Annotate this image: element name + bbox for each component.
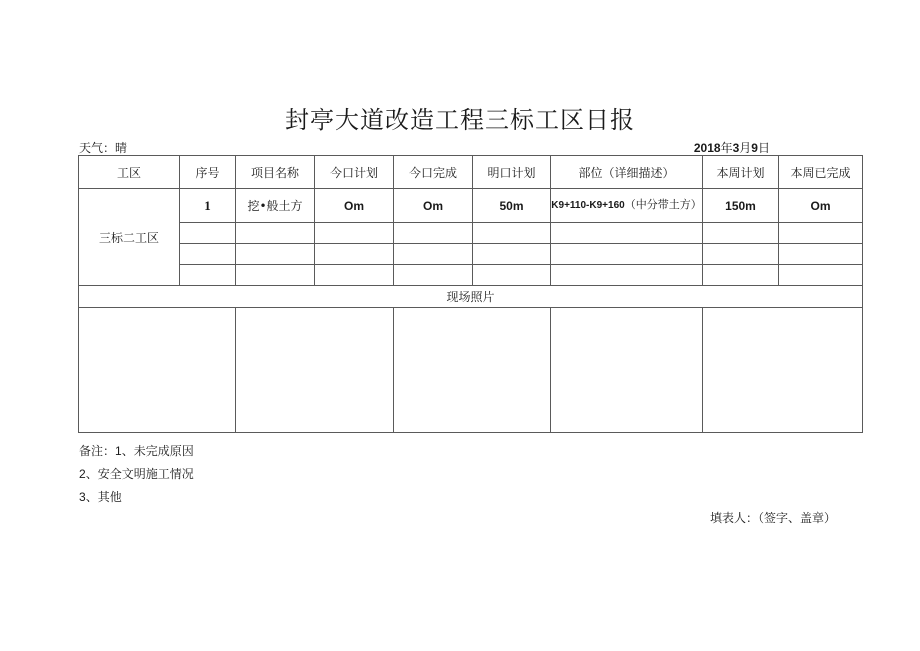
empty-cell — [703, 223, 779, 244]
empty-cell — [236, 244, 315, 265]
photo-slot[interactable] — [551, 308, 703, 433]
notes-section — [79, 440, 194, 509]
location-code: K9+110-K9+160 — [551, 200, 625, 211]
photo-slot[interactable] — [236, 308, 394, 433]
empty-cell — [473, 244, 551, 265]
empty-cell — [703, 244, 779, 265]
empty-cell — [180, 223, 236, 244]
note-text: 、未完成原因 — [121, 444, 194, 458]
empty-cell — [236, 223, 315, 244]
seq-cell: 1 — [180, 189, 236, 223]
empty-cell — [551, 223, 703, 244]
date-month: 3 — [732, 141, 740, 155]
empty-cell — [315, 244, 394, 265]
table-row — [79, 265, 863, 286]
note-prefix: 备注： — [79, 444, 116, 458]
signer-label: 填表人：（签字、盖章） — [709, 511, 836, 525]
note-line — [79, 486, 194, 509]
note-number: 1 — [115, 444, 122, 458]
note-number: 2 — [79, 467, 86, 481]
empty-cell — [315, 265, 394, 286]
photo-row — [79, 308, 863, 433]
date-day: 9 — [751, 141, 758, 155]
photo-slot[interactable] — [79, 308, 236, 433]
date-month-unit: 月 — [739, 141, 752, 155]
photo-section-label: 现场照片 — [79, 286, 863, 308]
empty-cell — [703, 265, 779, 286]
photo-slot[interactable] — [394, 308, 551, 433]
location-cell — [551, 189, 703, 223]
empty-cell — [473, 265, 551, 286]
location-text: （中分带土方） — [624, 198, 702, 211]
photo-slot[interactable] — [703, 308, 863, 433]
note-line — [79, 440, 194, 463]
today-plan-cell: Om — [315, 189, 394, 223]
empty-cell — [394, 265, 473, 286]
photo-section-header — [79, 286, 863, 308]
empty-cell — [779, 223, 863, 244]
table-row — [79, 189, 863, 223]
empty-cell — [551, 244, 703, 265]
date-day-unit: 日 — [757, 141, 770, 155]
note-text: 、安全文明施工情况 — [85, 467, 194, 481]
table-row — [79, 223, 863, 244]
week-plan-cell: 150m — [703, 189, 779, 223]
empty-cell — [779, 244, 863, 265]
week-done-cell: Om — [779, 189, 863, 223]
header-item-name: 项目名称 — [236, 156, 315, 189]
header-seq: 序号 — [180, 156, 236, 189]
header-tomorrow-plan: 明口计划 — [473, 156, 551, 189]
item-name-cell: 挖•般土方 — [236, 189, 315, 223]
empty-cell — [180, 265, 236, 286]
report-title: 封亭大道改造工程三标工区日报 — [285, 106, 635, 134]
today-done-cell: Om — [394, 189, 473, 223]
header-zone: 工区 — [79, 156, 180, 189]
header-row — [79, 156, 863, 189]
table-row — [79, 244, 863, 265]
note-number: 3 — [79, 490, 86, 504]
empty-cell — [180, 244, 236, 265]
empty-cell — [779, 265, 863, 286]
note-line — [79, 463, 194, 486]
empty-cell — [394, 244, 473, 265]
header-today-plan: 今口计划 — [315, 156, 394, 189]
empty-cell — [394, 223, 473, 244]
empty-cell — [315, 223, 394, 244]
empty-cell — [473, 223, 551, 244]
tomorrow-plan-cell: 50m — [473, 189, 551, 223]
empty-cell — [551, 265, 703, 286]
empty-cell — [236, 265, 315, 286]
daily-report-table — [78, 155, 863, 433]
note-text: 、其他 — [85, 490, 122, 504]
weather-label: 天气：晴 — [79, 141, 128, 155]
zone-cell: 三标二工区 — [79, 189, 180, 286]
date-year-unit: 年 — [720, 141, 733, 155]
header-week-done: 本周已完成 — [779, 156, 863, 189]
header-week-plan: 本周计划 — [703, 156, 779, 189]
report-date — [694, 139, 770, 156]
date-year: 2018 — [693, 141, 721, 155]
header-location: 部位（详细描述） — [551, 156, 703, 189]
header-today-done: 今口完成 — [394, 156, 473, 189]
